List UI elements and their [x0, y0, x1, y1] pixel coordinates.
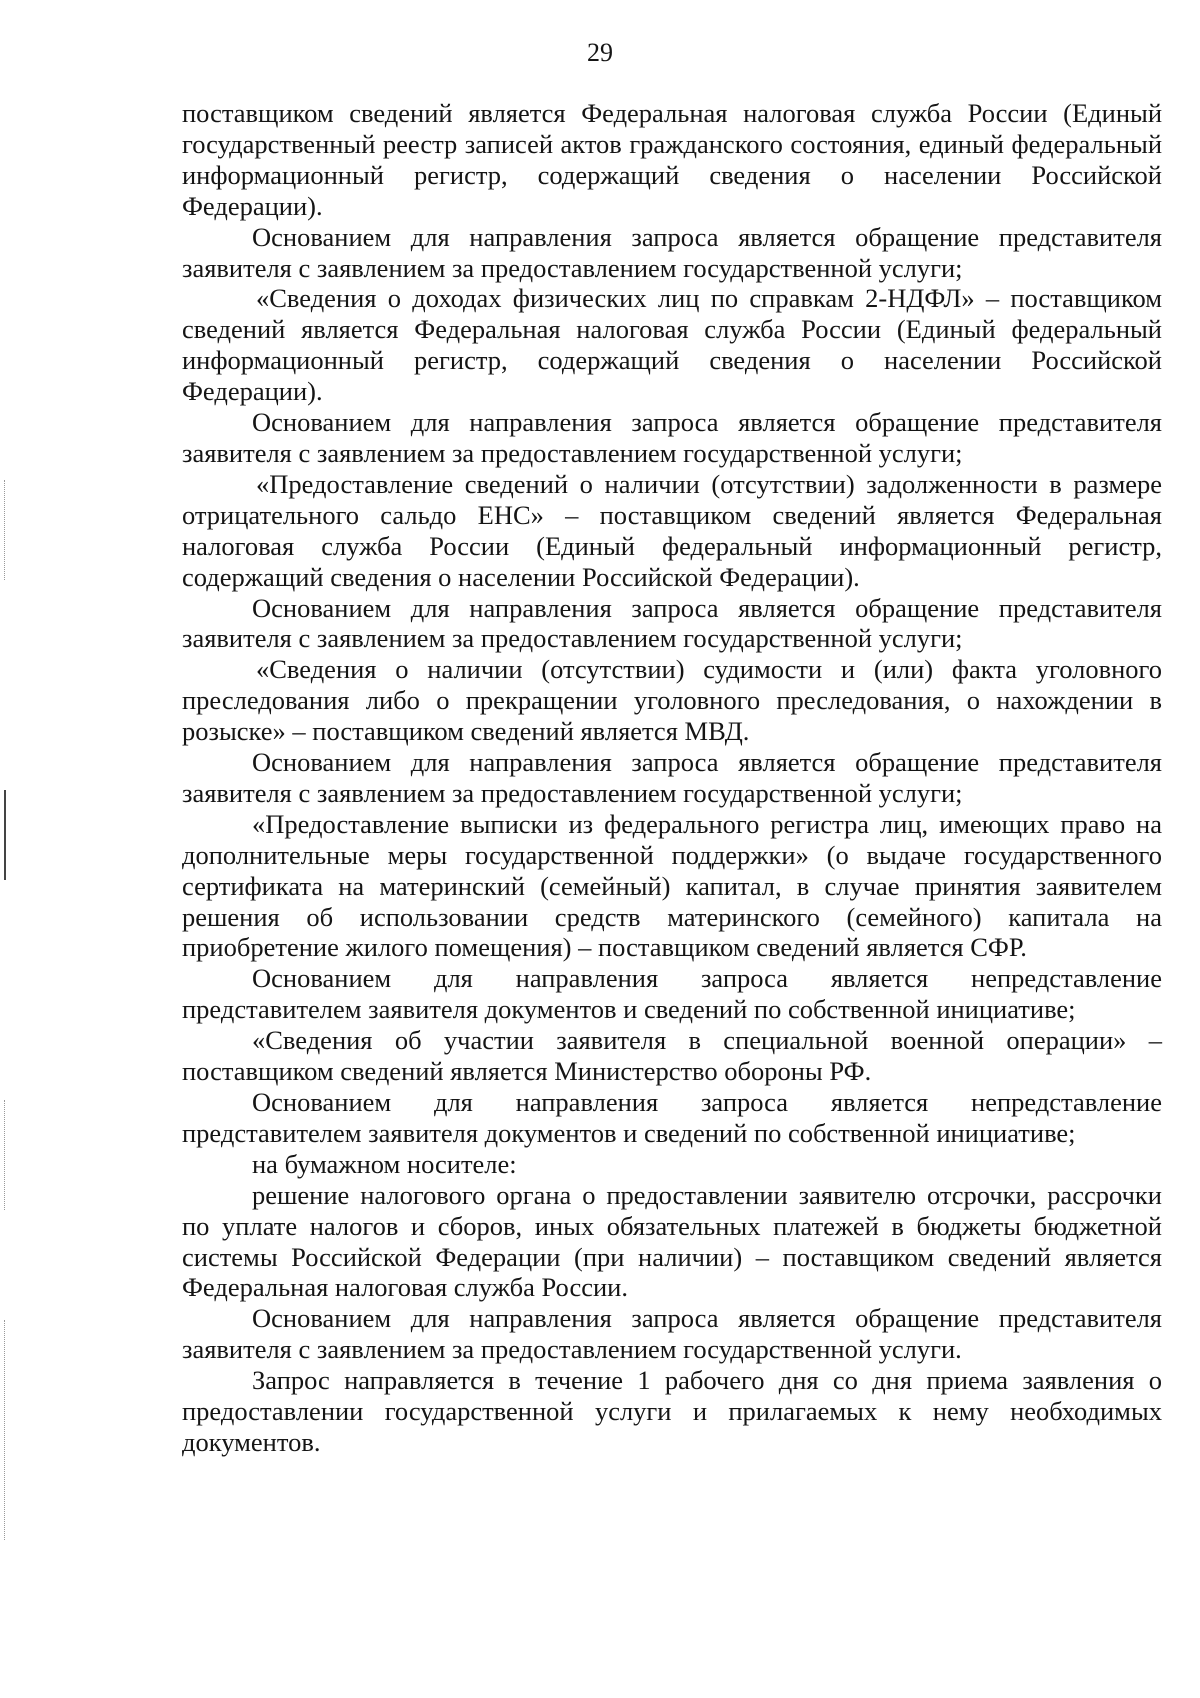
- paragraph-ens-debt-info: «Предоставление сведений о наличии (отсутствии) задолженности в размере отрицательного сальдо ЕНС» – поставщиком сведений является Федеральная налоговая служба России (Единый федеральный информационный регистр, содержащий сведения о населении Российской Федерации).: [182, 468, 1162, 592]
- paragraph-continuation: поставщиком сведений является Федеральная налоговая служба России (Единый государственный реестр записей актов гражданского состояния, единый федеральный информационный регистр, содержащий сведения о населении Российской Федерации).: [182, 98, 1162, 221]
- paragraph-military-operation-info: «Сведения об участии заявителя в специальной военной операции» – поставщиком сведений является Министерство обороны РФ.: [182, 1025, 1162, 1087]
- document-body: [182, 98, 1162, 1458]
- paragraph-request-deadline: Запрос направляется в течение 1 рабочего дня со дня приема заявления о предоставлении государственной услуги и прилагаемых к нему необходимых документов.: [182, 1365, 1162, 1457]
- paragraph-basis: Основанием для направления запроса является обращение представителя заявителя с заявлением за предоставлением государственной услуги.: [182, 1303, 1162, 1365]
- paragraph-ndfl-info: «Сведения о доходах физических лиц по справкам 2-НДФЛ» – поставщиком сведений является Федеральная налоговая служба России (Единый федеральный информационный регистр, содержащий сведения о населении Российской Федерации).: [182, 283, 1162, 407]
- scan-margin-dots: [4, 1100, 6, 1210]
- paragraph-basis: Основанием для направления запроса является обращение представителя заявителя с заявлением за предоставлением государственной услуги;: [182, 407, 1162, 468]
- scan-margin-dots: [4, 1320, 6, 1540]
- paragraph-basis: Основанием для направления запроса является непредставление представителем заявителя документов и сведений по собственной инициативе;: [182, 963, 1162, 1025]
- scan-margin-mark: [4, 790, 6, 880]
- scan-margin-dots: [4, 480, 6, 580]
- paragraph-register-extract-info: «Предоставление выписки из федерального регистра лиц, имеющих право на дополнительные меры государственной поддержки» (о выдаче государственного сертификата на материнский (семейный) капитал, в случае принятия заявителем решения об использовании средств материнского (семейного) капитала на приобретение жилого помещения) – поставщиком сведений является СФР.: [182, 808, 1162, 963]
- paragraph-tax-decision-info: решение налогового органа о предоставлении заявителю отсрочки, рассрочки по уплате налогов и сборов, иных обязательных платежей в бюджеты бюджетной системы Российской Федерации (при наличии) – поставщиком сведений является Федеральная налоговая служба России.: [182, 1179, 1162, 1303]
- paragraph-basis: Основанием для направления запроса является обращение представителя заявителя с заявлением за предоставлением государственной услуги;: [182, 592, 1162, 654]
- paragraph-basis: Основанием для направления запроса является обращение представителя заявителя с заявлением за предоставлением государственной услуги;: [182, 221, 1162, 283]
- page-number: 29: [587, 38, 613, 67]
- paragraph-basis: Основанием для направления запроса является обращение представителя заявителя с заявлением за предоставлением государственной услуги;: [182, 747, 1162, 808]
- paragraph-paper-medium: на бумажном носителе:: [252, 1148, 517, 1179]
- paragraph-criminal-record-info: «Сведения о наличии (отсутствии) судимости и (или) факта уголовного преследования либо о прекращении уголовного преследования, о нахождении в розыске» – поставщиком сведений является МВД.: [182, 654, 1162, 747]
- paragraph-basis: Основанием для направления запроса является непредставление представителем заявителя документов и сведений по собственной инициативе;: [182, 1087, 1162, 1148]
